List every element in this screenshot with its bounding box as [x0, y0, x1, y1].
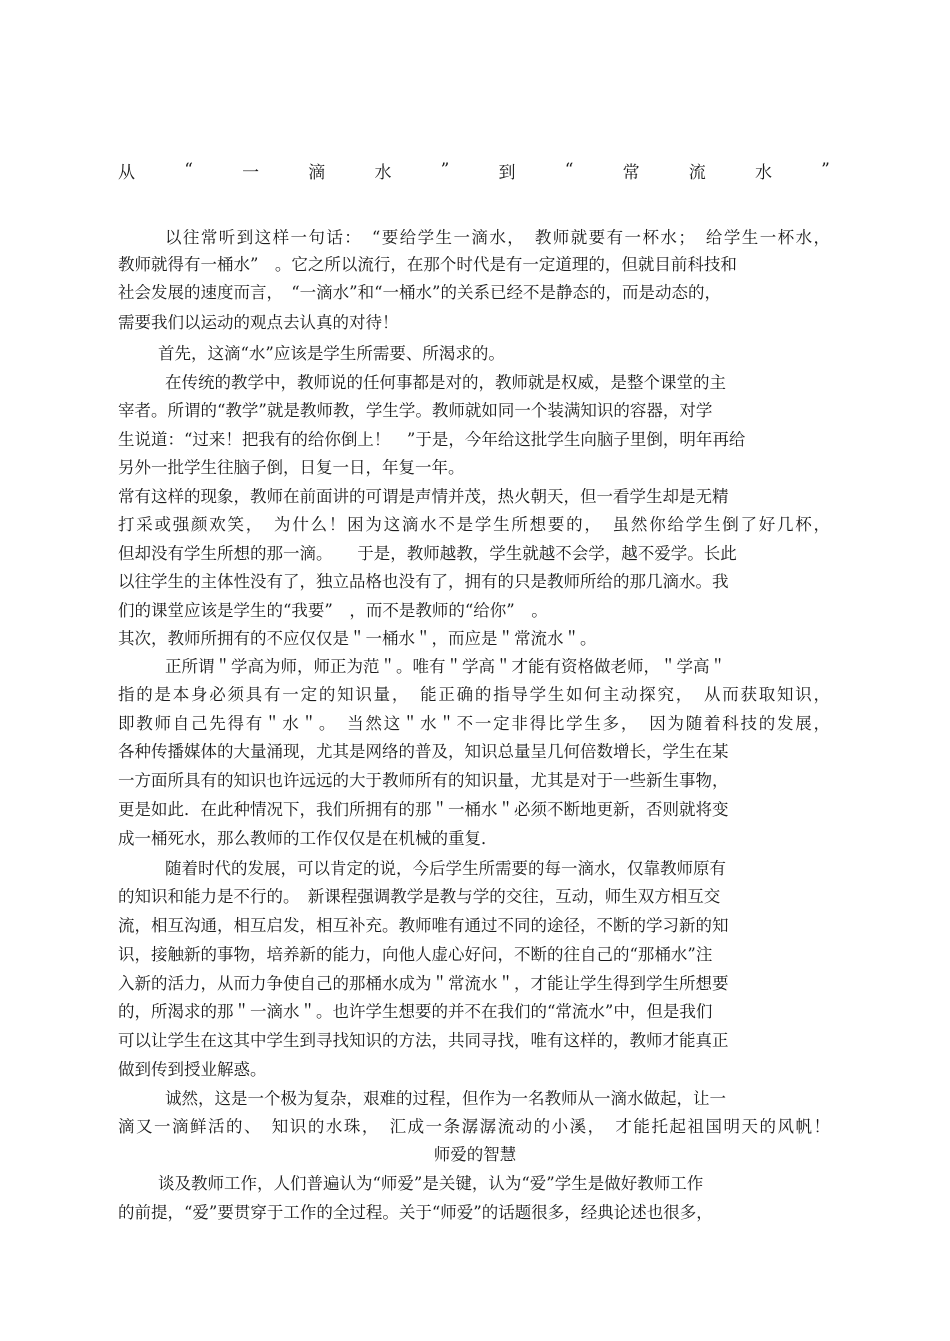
body-line: 成一桶死水，那么教师的工作仅仅是在机械的重复． — [118, 829, 498, 848]
title-char: 一 — [242, 162, 260, 183]
title-char: “ — [184, 160, 193, 180]
body-line: 的，所渴求的那＂一滴水＂。也许学生想要的并不在我们的“常流水”中，但是我们 — [118, 1002, 713, 1021]
body-line: 诚然，这是一个极为复杂，艰难的过程，但作为一名教师从一滴水做起，让一 — [165, 1089, 726, 1108]
title-char: 到 — [498, 162, 516, 183]
body-line: 流，相互沟通，相互启发，相互补充。教师唯有通过不同的途径，不断的学习新的知 — [118, 916, 729, 935]
section-subtitle: 师爱的智慧 — [433, 1145, 517, 1164]
title-char: 水 — [374, 162, 392, 183]
title-char: 从 — [118, 162, 135, 183]
body-line: 们的课堂应该是学生的“我要” ，而不是教师的“给你” 。 — [118, 601, 548, 620]
body-line: 宰者。所谓的“教学”就是教师教，学生学。教师就如同一个装满知识的容器，对学 — [118, 401, 713, 420]
body-line: 谈及教师工作，人们普遍认为“师爱”是关键，认为“爱”学生是做好教师工作 — [158, 1174, 704, 1193]
body-line: 以往学生的主体性没有了，独立品格也没有了，拥有的只是教师所给的那几滴水。我 — [118, 572, 729, 591]
body-line: 更是如此．在此种情况下，我们所拥有的那＂一桶水＂必须不断地更新，否则就将变 — [118, 800, 729, 819]
body-line: 各种传播媒体的大量涌现，尤其是网络的普及，知识总量呈几何倍数增长，学生在某 — [118, 742, 729, 761]
body-line: 另外一批学生往脑子倒，日复一日，年复一年。 — [118, 458, 465, 477]
body-line: 一方面所具有的知识也许远远的大于教师所有的知识量，尤其是对于一些新生事物， — [118, 771, 729, 790]
body-line: 需要我们以运动的观点去认真的对待！ — [118, 313, 399, 332]
document-title — [118, 157, 830, 183]
body-line: 以往常听到这样一句话： “要给学生一滴水， 教师就要有一杯水； 给学生一杯水， — [165, 228, 830, 247]
title-char: 滴 — [308, 162, 326, 183]
body-line: 社会发展的速度而言， “一滴水”和“一桶水”的关系已经不是静态的，而是动态的， — [118, 283, 721, 302]
body-line: 在传统的教学中，教师说的任何事都是对的，教师就是权威，是整个课堂的主 — [165, 373, 726, 392]
body-line: 的知识和能力是不行的。 新课程强调教学是教与学的交往，互动，师生双方相互交 — [118, 887, 721, 906]
title-char: 流 — [688, 162, 706, 183]
body-line: 常有这样的现象，教师在前面讲的可谓是声情并茂，热火朝天，但一看学生却是无精 — [118, 487, 729, 506]
title-char: ” — [440, 160, 450, 180]
body-line: 的前提，“爱”要贯穿于工作的全过程。关于“师爱”的话题很多，经典论述也很多， — [118, 1203, 713, 1222]
body-line: 其次，教师所拥有的不应仅仅是＂一桶水＂，而应是＂常流水＂。 — [118, 629, 597, 648]
body-line: 可以让学生在这其中学生到寻找知识的方法，共同寻找，唯有这样的，教师才能真正 — [118, 1031, 729, 1050]
body-line: 正所谓＂学高为师，师正为范＂。唯有＂学高＂才能有资格做老师，＂学高＂ — [165, 657, 726, 676]
body-line: 指的是本身必须具有一定的知识量， 能正确的指导学生如何主动探究， 从而获取知识， — [118, 685, 830, 704]
title-char: 水 — [754, 162, 772, 183]
body-line: 但却没有学生所想的那一滴。 于是，教师越教，学生就越不会学，越不爱学。长此 — [118, 544, 737, 563]
title-char: 常 — [622, 162, 640, 183]
title-char: “ — [564, 160, 574, 180]
body-line: 生说道：“过来！把我有的给你倒上！ ”于是，今年给这批学生向脑子里倒，明年再给 — [118, 430, 746, 449]
body-line: 入新的活力，从而力争使自己的那桶水成为＂常流水＂，才能让学生得到学生所想要 — [118, 974, 729, 993]
body-line: 教师就得有一桶水” 。它之所以流行，在那个时代是有一定道理的，但就目前科技和 — [118, 255, 737, 274]
body-line: 首先，这滴“水”应该是学生所需要、所渴求的。 — [158, 344, 505, 363]
title-char: ” — [821, 160, 830, 180]
body-line: 做到传到授业解惑。 — [118, 1060, 267, 1079]
body-line: 识，接触新的事物，培养新的能力，向他人虚心好问，不断的往自己的“那桶水”注 — [118, 945, 713, 964]
body-line: 打采或强颜欢笑， 为什么！困为这滴水不是学生所想要的， 虽然你给学生倒了好几杯， — [118, 515, 830, 534]
body-line: 即教师自己先得有＂水＂。 当然这＂水＂不一定非得比学生多， 因为随着科技的发展， — [118, 714, 830, 733]
body-line: 滴又一滴鲜活的、 知识的水珠， 汇成一条潺潺流动的小溪， 才能托起祖国明天的风帆！ — [118, 1117, 830, 1136]
body-line: 随着时代的发展，可以肯定的说，今后学生所需要的每一滴水，仅靠教师原有 — [165, 859, 726, 878]
